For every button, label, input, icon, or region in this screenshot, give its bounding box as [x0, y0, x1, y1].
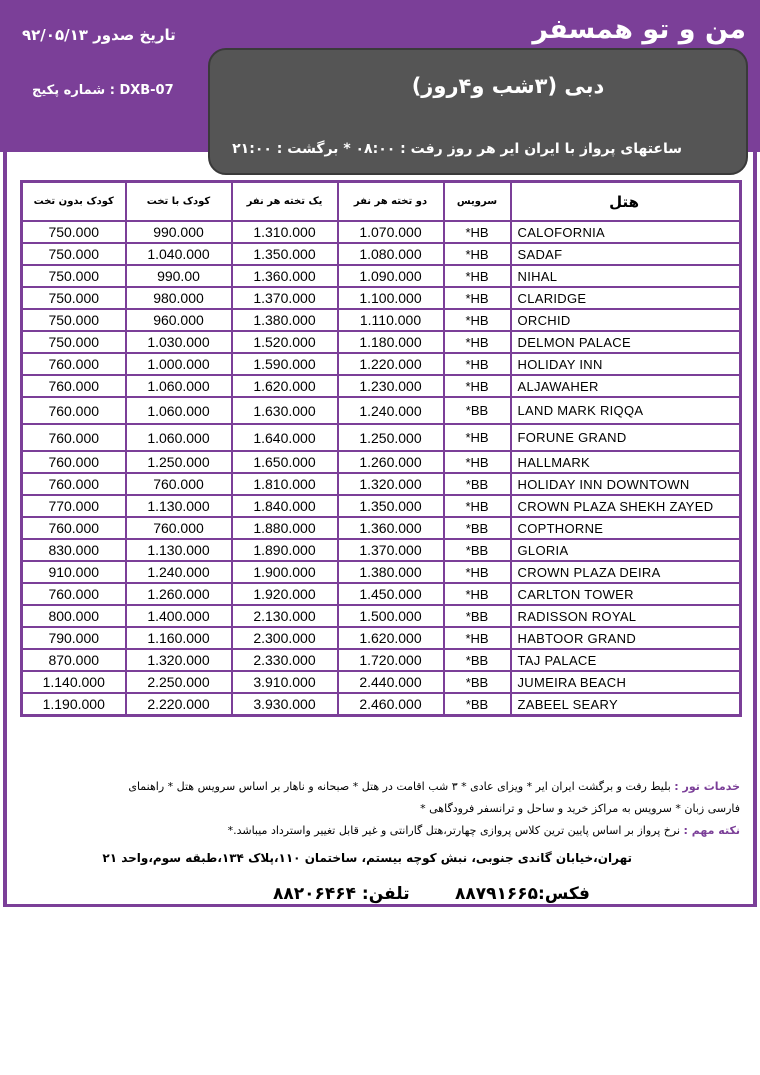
frame-left-border	[3, 152, 7, 907]
cell-child-no-bed: 750.000	[22, 287, 126, 309]
table-row	[22, 353, 741, 375]
cell-child-no-bed: 760.000	[22, 375, 126, 397]
cell-child-bed: 1.060.000	[126, 375, 232, 397]
table-row	[22, 287, 741, 309]
cell-hotel: CROWN PLAZA DEIRA	[511, 561, 741, 583]
table-row	[22, 309, 741, 331]
important-label: نکته مهم :	[683, 824, 740, 837]
table-row	[22, 424, 741, 451]
cell-double: 2.460.000	[338, 693, 444, 716]
cell-hotel: CARLTON TOWER	[511, 583, 741, 605]
cell-double: 1.100.000	[338, 287, 444, 309]
cell-single: 1.840.000	[232, 495, 338, 517]
cell-child-no-bed: 760.000	[22, 517, 126, 539]
cell-hotel: HABTOOR GRAND	[511, 627, 741, 649]
cell-single: 1.590.000	[232, 353, 338, 375]
cell-double: 1.250.000	[338, 424, 444, 451]
table-row	[22, 693, 741, 716]
package-number: DXB-07 : شماره پکیج	[32, 83, 174, 98]
cell-child-no-bed: 750.000	[22, 243, 126, 265]
col-header-double: دو تخته هر نفر	[338, 182, 444, 222]
cell-single: 1.630.000	[232, 397, 338, 424]
table-row	[22, 221, 741, 243]
table-row	[22, 331, 741, 353]
cell-single: 1.520.000	[232, 331, 338, 353]
cell-single: 2.130.000	[232, 605, 338, 627]
cell-child-no-bed: 830.000	[22, 539, 126, 561]
cell-hotel: HALLMARK	[511, 451, 741, 473]
cell-double: 1.070.000	[338, 221, 444, 243]
cell-service: *HB	[444, 627, 511, 649]
cell-service: *BB	[444, 605, 511, 627]
cell-child-no-bed: 750.000	[22, 221, 126, 243]
cell-child-bed: 1.400.000	[126, 605, 232, 627]
cell-service: *HB	[444, 424, 511, 451]
frame-right-border	[753, 152, 757, 907]
cell-child-bed: 990.000	[126, 221, 232, 243]
cell-double: 1.720.000	[338, 649, 444, 671]
cell-service: *BB	[444, 517, 511, 539]
cell-hotel: COPTHORNE	[511, 517, 741, 539]
cell-single: 1.810.000	[232, 473, 338, 495]
address: تهران،خیابان گاندی جنوبی، نبش کوچه بیستم، ساختمان ۱۱۰،پلاک ۱۳۴،طبقه سوم،واحد ۲۱	[102, 851, 632, 865]
cell-single: 3.930.000	[232, 693, 338, 716]
cell-child-bed: 990.00	[126, 265, 232, 287]
cell-child-no-bed: 760.000	[22, 397, 126, 424]
cell-child-bed: 1.130.000	[126, 539, 232, 561]
cell-double: 1.240.000	[338, 397, 444, 424]
cell-service: *HB	[444, 309, 511, 331]
cell-hotel: HOLIDAY INN	[511, 353, 741, 375]
cell-hotel: GLORIA	[511, 539, 741, 561]
cell-service: *BB	[444, 397, 511, 424]
cell-single: 1.380.000	[232, 309, 338, 331]
cell-child-no-bed: 760.000	[22, 424, 126, 451]
cell-service: *HB	[444, 495, 511, 517]
cell-child-bed: 2.220.000	[126, 693, 232, 716]
cell-service: *HB	[444, 451, 511, 473]
table-row	[22, 517, 741, 539]
cell-single: 1.920.000	[232, 583, 338, 605]
cell-hotel: ALJAWAHER	[511, 375, 741, 397]
services-note	[20, 776, 740, 798]
cell-child-bed: 1.000.000	[126, 353, 232, 375]
cell-hotel: CALOFORNIA	[511, 221, 741, 243]
cell-child-no-bed: 770.000	[22, 495, 126, 517]
cell-double: 1.370.000	[338, 539, 444, 561]
cell-service: *HB	[444, 243, 511, 265]
services-note-2: فارسی زبان * سرویس به مراکز خرید و ساحل و ترانسفر فرودگاهی *	[420, 802, 740, 815]
cell-service: *BB	[444, 649, 511, 671]
cell-child-no-bed: 1.190.000	[22, 693, 126, 716]
cell-service: *HB	[444, 375, 511, 397]
cell-hotel: FORUNE GRAND	[511, 424, 741, 451]
cell-double: 1.220.000	[338, 353, 444, 375]
cell-double: 1.350.000	[338, 495, 444, 517]
cell-single: 1.350.000	[232, 243, 338, 265]
cell-double: 1.500.000	[338, 605, 444, 627]
phone-number: تلفن: ۸۸۲۰۶۴۶۴	[273, 884, 410, 904]
cell-service: *HB	[444, 583, 511, 605]
issue-date: تاریخ صدور ۹۲/۰۵/۱۳	[22, 26, 176, 44]
cell-child-no-bed: 800.000	[22, 605, 126, 627]
cell-single: 1.360.000	[232, 265, 338, 287]
cell-single: 1.640.000	[232, 424, 338, 451]
cell-hotel: JUMEIRA BEACH	[511, 671, 741, 693]
cell-child-no-bed: 760.000	[22, 583, 126, 605]
cell-service: *HB	[444, 287, 511, 309]
notes-section	[20, 776, 740, 842]
col-header-single: یک تخته هر نفر	[232, 182, 338, 222]
tour-title: دبی (۳شب و۴روز)	[411, 74, 605, 98]
price-table	[20, 180, 742, 717]
table-row	[22, 265, 741, 287]
cell-hotel: ZABEEL SEARY	[511, 693, 741, 716]
table-row	[22, 539, 741, 561]
cell-hotel: ORCHID	[511, 309, 741, 331]
cell-child-bed: 1.130.000	[126, 495, 232, 517]
cell-single: 3.910.000	[232, 671, 338, 693]
cell-hotel: RADISSON ROYAL	[511, 605, 741, 627]
cell-child-bed: 760.000	[126, 517, 232, 539]
table-row	[22, 671, 741, 693]
cell-child-bed: 1.320.000	[126, 649, 232, 671]
flight-times: ساعتهای پرواز با ایران ایر هر روز رفت : ۰۸:۰۰ * برگشت : ۲۱:۰۰	[232, 141, 682, 157]
cell-child-no-bed: 760.000	[22, 451, 126, 473]
table-row	[22, 649, 741, 671]
cell-child-no-bed: 750.000	[22, 309, 126, 331]
cell-hotel: CLARIDGE	[511, 287, 741, 309]
cell-single: 2.300.000	[232, 627, 338, 649]
cell-hotel: DELMON PALACE	[511, 331, 741, 353]
fax-number: فکس:۸۸۷۹۱۶۶۵	[455, 884, 590, 904]
cell-double: 1.450.000	[338, 583, 444, 605]
cell-child-bed: 760.000	[126, 473, 232, 495]
cell-double: 1.090.000	[338, 265, 444, 287]
cell-child-no-bed: 760.000	[22, 473, 126, 495]
cell-double: 1.360.000	[338, 517, 444, 539]
cell-child-no-bed: 910.000	[22, 561, 126, 583]
table-row	[22, 583, 741, 605]
cell-hotel: CROWN PLAZA SHEKH ZAYED	[511, 495, 741, 517]
cell-service: *HB	[444, 561, 511, 583]
cell-double: 1.230.000	[338, 375, 444, 397]
cell-double: 1.620.000	[338, 627, 444, 649]
cell-single: 1.310.000	[232, 221, 338, 243]
cell-single: 1.890.000	[232, 539, 338, 561]
cell-double: 1.110.000	[338, 309, 444, 331]
cell-double: 1.180.000	[338, 331, 444, 353]
cell-service: *HB	[444, 265, 511, 287]
cell-double: 2.440.000	[338, 671, 444, 693]
important-note	[20, 820, 740, 842]
table-row	[22, 375, 741, 397]
cell-child-bed: 1.030.000	[126, 331, 232, 353]
cell-service: *BB	[444, 539, 511, 561]
table-row	[22, 605, 741, 627]
cell-service: *HB	[444, 331, 511, 353]
cell-child-no-bed: 870.000	[22, 649, 126, 671]
cell-single: 1.650.000	[232, 451, 338, 473]
cell-child-bed: 980.000	[126, 287, 232, 309]
important-text: نرخ پرواز بر اساس پایین ترین کلاس پروازی چهارتر،هتل گارانتی و غیر قابل تغییر واسترداد میباشد.*	[227, 824, 681, 837]
cell-child-no-bed: 760.000	[22, 353, 126, 375]
col-header-service: سرویس	[444, 182, 511, 222]
services-label: خدمات تور :	[674, 780, 740, 793]
cell-child-bed: 1.040.000	[126, 243, 232, 265]
cell-double: 1.080.000	[338, 243, 444, 265]
cell-service: *HB	[444, 353, 511, 375]
cell-child-bed: 960.000	[126, 309, 232, 331]
cell-child-bed: 2.250.000	[126, 671, 232, 693]
cell-hotel: NIHAL	[511, 265, 741, 287]
cell-child-bed: 1.260.000	[126, 583, 232, 605]
cell-service: *BB	[444, 693, 511, 716]
table-row	[22, 397, 741, 424]
table-header-row	[22, 182, 741, 222]
table-row	[22, 627, 741, 649]
services-text: بلیط رفت و برگشت ایران ایر * ویزای عادی * ۳ شب اقامت در هتل * صبحانه و ناهار بر اساس سرویس هتل * راهنمای	[128, 780, 671, 793]
cell-child-no-bed: 750.000	[22, 331, 126, 353]
cell-single: 1.620.000	[232, 375, 338, 397]
cell-hotel: LAND MARK RIQQA	[511, 397, 741, 424]
cell-child-no-bed: 790.000	[22, 627, 126, 649]
cell-child-bed: 1.060.000	[126, 397, 232, 424]
cell-child-no-bed: 1.140.000	[22, 671, 126, 693]
frame-bottom-border	[3, 904, 757, 907]
tour-info-box	[208, 48, 748, 175]
brand-title: من و تو همسفر	[532, 14, 746, 45]
cell-child-no-bed: 750.000	[22, 265, 126, 287]
table-row	[22, 495, 741, 517]
cell-single: 1.900.000	[232, 561, 338, 583]
cell-hotel: SADAF	[511, 243, 741, 265]
cell-single: 1.370.000	[232, 287, 338, 309]
cell-single: 1.880.000	[232, 517, 338, 539]
table-row	[22, 451, 741, 473]
cell-service: *BB	[444, 473, 511, 495]
cell-child-bed: 1.250.000	[126, 451, 232, 473]
table-body	[22, 221, 741, 716]
col-header-child-bed: کودک با تخت	[126, 182, 232, 222]
col-header-hotel: هتل	[511, 182, 741, 222]
cell-service: *BB	[444, 671, 511, 693]
cell-hotel: HOLIDAY INN DOWNTOWN	[511, 473, 741, 495]
cell-service: *HB	[444, 221, 511, 243]
table-row	[22, 473, 741, 495]
col-header-child-no-bed: کودک بدون تخت	[22, 182, 126, 222]
cell-hotel: TAJ PALACE	[511, 649, 741, 671]
cell-child-bed: 1.160.000	[126, 627, 232, 649]
cell-child-bed: 1.060.000	[126, 424, 232, 451]
cell-double: 1.320.000	[338, 473, 444, 495]
cell-double: 1.380.000	[338, 561, 444, 583]
cell-single: 2.330.000	[232, 649, 338, 671]
cell-child-bed: 1.240.000	[126, 561, 232, 583]
cell-double: 1.260.000	[338, 451, 444, 473]
table-row	[22, 243, 741, 265]
table-row	[22, 561, 741, 583]
